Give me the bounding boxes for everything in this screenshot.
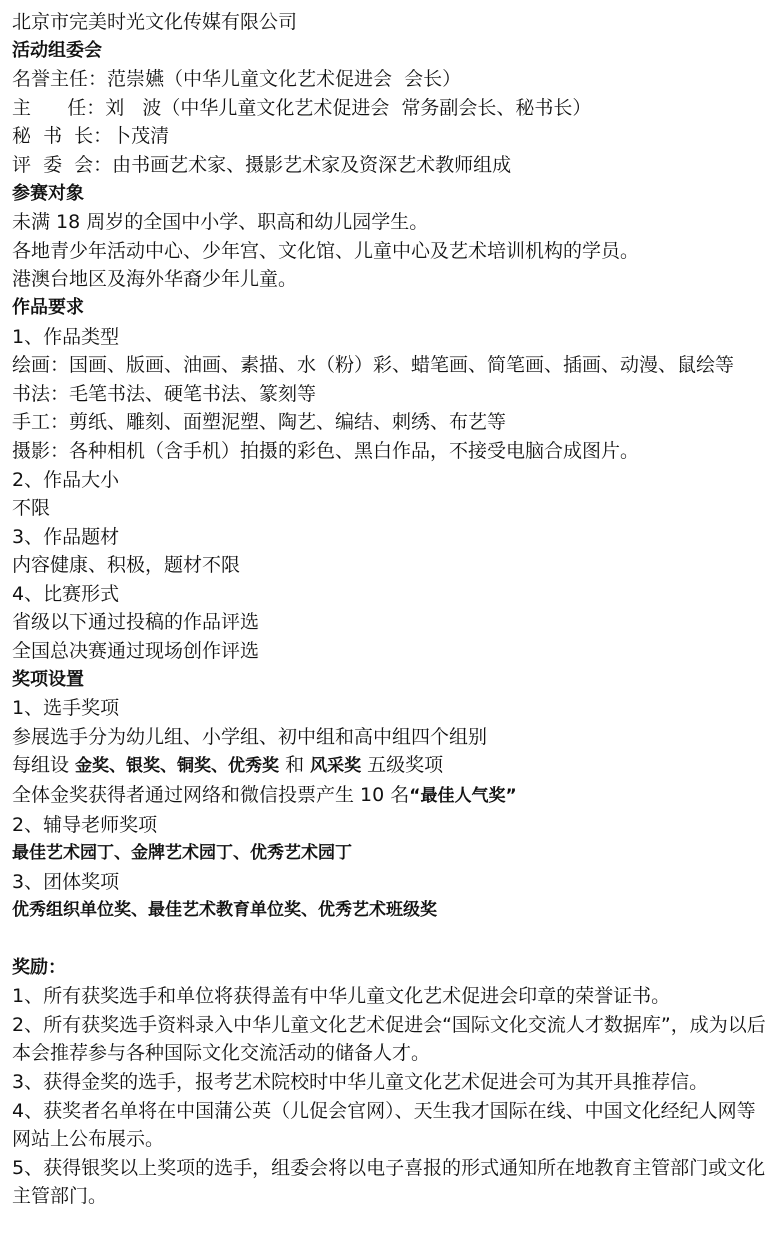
director: 主 任：刘 波（中华儿童文化艺术促进会 常务副会长、秘书长） <box>12 96 592 119</box>
player-awards-title: 1、选手奖项 <box>12 697 120 720</box>
calligraphy-types: 书法：毛笔书法、硬笔书法、篆刻等 <box>12 382 317 405</box>
award-levels-style: 风采奖 <box>310 756 362 777</box>
reward-item: 2、所有获奖选手资料录入中华儿童文化艺术促进会“国际文化交流人才数据库”，成为以后本会推荐参与各种国际文化交流活动的储备人才。 <box>12 1013 766 1065</box>
group-awards-title: 3、团体奖项 <box>12 870 120 893</box>
awards-heading: 奖项设置 <box>12 668 84 690</box>
award-levels <box>12 751 772 781</box>
honorary-chair: 名誉主任：范崇嬿（中华儿童文化艺术促进会 会长） <box>12 68 462 91</box>
format-line: 全国总决赛通过现场创作评选 <box>12 640 260 663</box>
type-title: 1、作品类型 <box>12 325 120 348</box>
committee-heading: 活动组委会 <box>12 39 102 61</box>
teacher-awards-title: 2、辅导老师奖项 <box>12 813 158 836</box>
rewards-heading: 奖励： <box>12 956 66 978</box>
company-name: 北京市完美时光文化传媒有限公司 <box>12 11 298 33</box>
requirements-heading: 作品要求 <box>12 296 84 318</box>
size-value: 不限 <box>12 497 51 520</box>
handcraft-types: 手工：剪纸、雕刻、面塑泥塑、陶艺、编结、刺绣、布艺等 <box>12 411 507 434</box>
award-levels-prefix: 每组设 <box>12 754 76 777</box>
painting-types: 绘画：国画、版画、油画、素描、水（粉）彩、蜡笔画、简笔画、插画、动漫、鼠绘等 <box>12 354 735 377</box>
reward-item: 5、获得银奖以上奖项的选手，组委会将以电子喜报的形式通知所在地教育主管部门或文化主管部门。 <box>12 1156 766 1208</box>
format-line: 省级以下通过投稿的作品评选 <box>12 611 260 634</box>
group-awards: 优秀组织单位奖、最佳艺术教育单位奖、优秀艺术班级奖 <box>12 900 437 921</box>
participants-line: 港澳台地区及海外华裔少年儿童。 <box>12 268 298 291</box>
theme-value: 内容健康、积极，题材不限 <box>12 554 241 577</box>
participants-line: 未满 18 周岁的全国中小学、职高和幼儿园学生。 <box>12 211 429 234</box>
reward-item: 1、所有获奖选手和单位将获得盖有中华儿童文化艺术促进会印章的荣誉证书。 <box>12 985 671 1008</box>
section-spacer <box>12 925 772 954</box>
jury: 评 委 会：由书画艺术家、摄影艺术家及资深艺术教师组成 <box>12 153 512 176</box>
award-levels-suffix: 五级奖项 <box>361 754 444 777</box>
secretary-general: 秘 书 长：卜茂清 <box>12 125 170 148</box>
teacher-awards: 最佳艺术园丁、金牌艺术园丁、优秀艺术园丁 <box>12 843 352 864</box>
reward-item: 4、获奖者名单将在中国蒲公英（儿促会官网）、天生我才国际在线、中国文化经纪人网等网站上公布展示。 <box>12 1099 756 1151</box>
reward-item: 3、获得金奖的选手，报考艺术院校时中华儿童文化艺术促进会可为其开具推荐信。 <box>12 1070 709 1093</box>
award-levels-main: 金奖、银奖、铜奖、优秀奖 <box>75 756 280 777</box>
award-levels-and: 和 <box>279 754 311 777</box>
photography-types: 摄影：各种相机（含手机）拍摄的彩色、黑白作品，不接受电脑合成图片。 <box>12 439 640 462</box>
popular-award-prefix: 全体金奖获得者通过网络和微信投票产生 10 名 <box>12 784 410 807</box>
theme-title: 3、作品题材 <box>12 525 120 548</box>
participants-heading: 参赛对象 <box>12 182 84 204</box>
popular-award-name: “最佳人气奖” <box>409 786 517 807</box>
player-groups: 参展选手分为幼儿组、小学组、初中组和高中组四个组别 <box>12 725 488 748</box>
participants-line: 各地青少年活动中心、少年宫、文化馆、儿童中心及艺术培训机构的学员。 <box>12 239 640 262</box>
size-title: 2、作品大小 <box>12 468 120 491</box>
popular-award <box>12 781 772 811</box>
format-title: 4、比赛形式 <box>12 582 120 605</box>
